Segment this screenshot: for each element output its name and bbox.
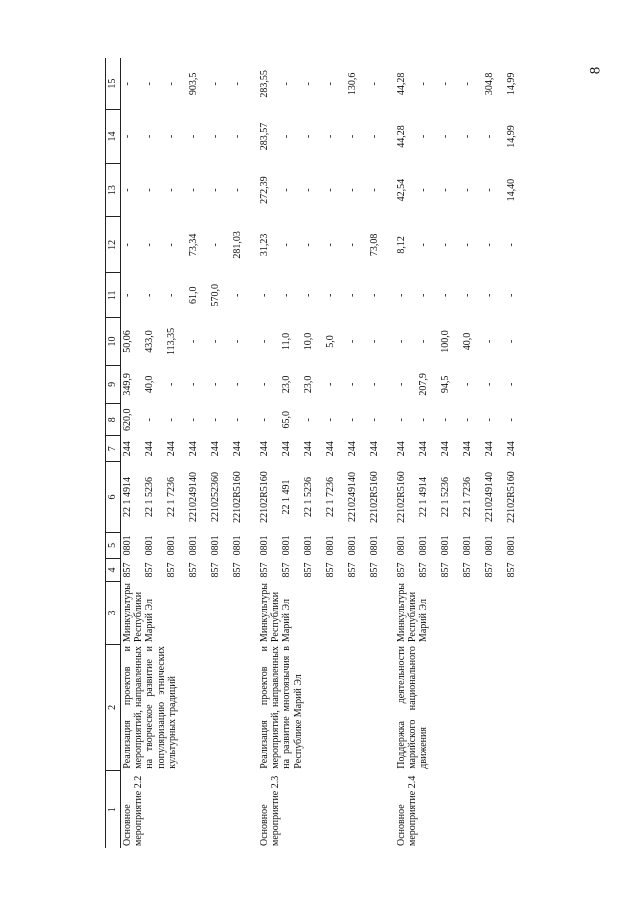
value-cell: - <box>347 418 358 422</box>
value-cell: - <box>259 339 270 344</box>
value-cell: - <box>210 339 221 344</box>
value-cell: 283,55 <box>259 70 270 98</box>
value-cell: 42,54 <box>396 178 407 202</box>
value-cell: 857 <box>418 562 429 578</box>
value-cell: 857 <box>484 562 495 578</box>
value-cell: - <box>418 339 429 344</box>
value-cell: 304,8 <box>484 72 495 96</box>
value-cell: 0801 <box>122 535 133 556</box>
value-cell: 244 <box>440 441 451 457</box>
value-cell: - <box>396 339 407 344</box>
value-cell: - <box>144 134 155 139</box>
value-cell: 283,57 <box>259 122 270 151</box>
value-cell: 857 <box>462 562 473 578</box>
event-cell: Основное мероприятие 2.4 <box>396 775 419 846</box>
value-cell: - <box>325 293 336 297</box>
value-cell: - <box>506 339 517 344</box>
value-cell: 857 <box>281 562 292 578</box>
value-cell: - <box>418 134 429 139</box>
value-cell: 22 1 7236 <box>166 477 177 518</box>
value-cell: - <box>210 134 221 139</box>
value-cell: 100,0 <box>440 330 451 353</box>
description-cell: Реализация проектов и мероприятий, направленных на творческое развитие и популяризацию этнических культурных традиций <box>122 646 178 769</box>
value-cell: - <box>440 243 451 247</box>
value-cell: - <box>325 382 336 387</box>
value-cell: 0801 <box>144 535 155 556</box>
value-cell: 0801 <box>188 535 199 556</box>
value-cell: - <box>347 293 358 297</box>
value-cell: 0801 <box>506 535 517 556</box>
value-cell: 0801 <box>303 535 314 556</box>
value-cell: 44,28 <box>396 125 407 148</box>
executor-cell: Минкультуры Республики Марий Эл <box>259 583 293 643</box>
value-cell: - <box>122 188 133 192</box>
value-cell: - <box>232 293 243 297</box>
value-cell: - <box>281 188 292 192</box>
value-cell: - <box>369 134 380 139</box>
value-cell: - <box>369 339 380 344</box>
value-cell: 94,5 <box>440 375 451 394</box>
value-cell: - <box>462 382 473 387</box>
value-cell: 0801 <box>281 535 292 556</box>
value-cell: 73,34 <box>188 233 199 257</box>
value-cell: - <box>166 134 177 139</box>
value-cell: - <box>232 339 243 344</box>
value-cell: 2210249140 <box>188 472 199 523</box>
value-cell: - <box>418 188 429 192</box>
value-cell: 73,08 <box>369 233 380 257</box>
value-cell: - <box>144 243 155 247</box>
column-header: 6 <box>106 462 121 533</box>
value-cell: - <box>303 418 314 422</box>
value-cell: - <box>303 134 314 139</box>
value-cell: - <box>347 243 358 247</box>
value-cell: 22 1 5236 <box>144 477 155 518</box>
value-cell: 244 <box>506 441 517 457</box>
value-cell: - <box>325 82 336 86</box>
value-cell: 244 <box>303 441 314 457</box>
value-cell: 14,40 <box>506 178 517 202</box>
value-cell: - <box>281 134 292 139</box>
rotated-table-container <box>105 58 635 848</box>
value-cell: 244 <box>418 441 429 457</box>
value-cell: - <box>303 82 314 86</box>
executor-cell: Минкультуры Республики Марий Эл <box>396 583 430 643</box>
value-cell: - <box>369 188 380 192</box>
value-cell: - <box>440 293 451 297</box>
value-cell: 22102R5160 <box>506 471 517 523</box>
value-cell: - <box>484 134 495 139</box>
value-cell: - <box>144 188 155 192</box>
value-cell: - <box>144 293 155 297</box>
description-cell: Реализация проектов и мероприятий, направленных на развитие многоязычия в Республике Марий Эл <box>259 646 304 769</box>
value-cell: - <box>484 418 495 422</box>
value-cell: - <box>506 243 517 247</box>
value-cell: 22 1 4914 <box>122 477 133 518</box>
value-cell: 857 <box>347 562 358 578</box>
value-cell: 113,35 <box>166 327 177 356</box>
value-cell: 244 <box>122 441 133 457</box>
value-cell: - <box>440 134 451 139</box>
value-cell: - <box>188 134 199 139</box>
table-row <box>258 58 280 848</box>
value-cell: 11,0 <box>281 332 292 351</box>
value-cell: 244 <box>369 441 380 457</box>
value-cell: 22 1 7236 <box>325 477 336 518</box>
value-cell: 0801 <box>440 535 451 556</box>
value-cell: 50,06 <box>122 330 133 353</box>
value-cell: 0801 <box>369 535 380 556</box>
value-cell: - <box>506 382 517 387</box>
value-cell: 0801 <box>484 535 495 556</box>
value-cell: 22 1 5236 <box>440 477 451 518</box>
value-cell: - <box>462 418 473 422</box>
page-number: 8 <box>586 66 603 75</box>
value-cell: 5,0 <box>325 335 336 348</box>
value-cell: 903,5 <box>188 72 199 96</box>
column-header: 15 <box>106 58 121 110</box>
value-cell: - <box>122 82 133 86</box>
value-cell: - <box>440 418 451 422</box>
value-cell: - <box>369 293 380 297</box>
value-cell: 23,0 <box>303 375 314 394</box>
value-cell: - <box>210 418 221 422</box>
value-cell: - <box>484 188 495 192</box>
value-cell: - <box>440 188 451 192</box>
column-header: 2 <box>106 644 121 771</box>
value-cell: 0801 <box>325 535 336 556</box>
value-cell: - <box>369 382 380 387</box>
value-cell: 22102R5160 <box>396 471 407 523</box>
value-cell: 244 <box>144 441 155 457</box>
value-cell: 2210249140 <box>347 472 358 523</box>
value-cell: 0801 <box>232 535 243 556</box>
column-header: 10 <box>106 318 121 365</box>
value-cell: - <box>347 382 358 387</box>
value-cell: 433,0 <box>144 330 155 353</box>
value-cell: 857 <box>188 562 199 578</box>
value-cell: - <box>166 82 177 86</box>
value-cell: - <box>462 134 473 139</box>
column-header: 5 <box>106 532 121 558</box>
value-cell: 857 <box>440 562 451 578</box>
value-cell: - <box>210 188 221 192</box>
value-cell: - <box>418 418 429 422</box>
value-cell: 244 <box>166 441 177 457</box>
value-cell: - <box>210 243 221 247</box>
budget-table <box>105 58 532 848</box>
value-cell: 0801 <box>418 535 429 556</box>
value-cell: 857 <box>303 562 314 578</box>
value-cell: 22 1 7236 <box>462 477 473 518</box>
value-cell: 44,28 <box>396 72 407 96</box>
column-header: 14 <box>106 110 121 164</box>
column-header: 11 <box>106 273 121 318</box>
value-cell: - <box>166 382 177 387</box>
value-cell: - <box>122 134 133 139</box>
value-cell: 40,0 <box>144 375 155 394</box>
value-cell: 244 <box>325 441 336 457</box>
value-cell: 0801 <box>259 535 270 556</box>
value-cell: - <box>347 339 358 344</box>
value-cell: 22102R5160 <box>369 471 380 523</box>
value-cell: 244 <box>462 441 473 457</box>
value-cell: - <box>506 418 517 422</box>
value-cell: 244 <box>396 441 407 457</box>
value-cell: - <box>281 82 292 86</box>
value-cell: 22 1 491 <box>281 479 292 515</box>
value-cell: 22102R5160 <box>232 471 243 523</box>
value-cell: 14,99 <box>506 125 517 148</box>
value-cell: - <box>396 382 407 387</box>
value-cell: - <box>303 293 314 297</box>
value-cell: 349,9 <box>122 373 133 396</box>
value-cell: - <box>396 293 407 297</box>
table-body <box>121 58 533 848</box>
value-cell: - <box>506 293 517 297</box>
value-cell: - <box>188 188 199 192</box>
value-cell: 0801 <box>347 535 358 556</box>
value-cell: - <box>325 134 336 139</box>
value-cell: - <box>122 243 133 247</box>
value-cell: - <box>369 82 380 86</box>
value-cell: - <box>232 418 243 422</box>
value-cell: 244 <box>484 441 495 457</box>
value-cell: 857 <box>506 562 517 578</box>
value-cell: - <box>259 382 270 387</box>
value-cell: - <box>166 188 177 192</box>
value-cell: - <box>188 339 199 344</box>
value-cell: 857 <box>325 562 336 578</box>
value-cell: - <box>462 188 473 192</box>
value-cell: - <box>418 243 429 247</box>
value-cell: 130,6 <box>347 72 358 96</box>
value-cell: 244 <box>232 441 243 457</box>
value-cell: - <box>396 418 407 422</box>
value-cell: - <box>484 339 495 344</box>
table-row <box>121 58 144 848</box>
value-cell: 857 <box>166 562 177 578</box>
value-cell: - <box>325 418 336 422</box>
value-cell: 14,99 <box>506 72 517 96</box>
value-cell: - <box>144 418 155 422</box>
value-cell: - <box>281 243 292 247</box>
value-cell: - <box>347 188 358 192</box>
value-cell: - <box>144 82 155 86</box>
value-cell: 22102R5160 <box>259 471 270 523</box>
column-header: 8 <box>106 404 121 436</box>
value-cell: - <box>166 243 177 247</box>
value-cell: 857 <box>369 562 380 578</box>
value-cell: 857 <box>396 562 407 578</box>
value-cell: 0801 <box>210 535 221 556</box>
value-cell: - <box>462 243 473 247</box>
value-cell: - <box>369 418 380 422</box>
value-cell: 272,39 <box>259 176 270 204</box>
value-cell: 857 <box>232 562 243 578</box>
executor-cell: Минкультуры Республики Марий Эл <box>122 583 156 643</box>
value-cell: - <box>232 382 243 387</box>
value-cell: 244 <box>281 441 292 457</box>
value-cell: 570,0 <box>210 284 221 307</box>
value-cell: - <box>259 418 270 422</box>
value-cell: - <box>232 134 243 139</box>
value-cell: 857 <box>144 562 155 578</box>
value-cell: 281,03 <box>232 231 243 259</box>
value-cell: - <box>166 418 177 422</box>
value-cell: - <box>462 82 473 86</box>
table-header-row <box>106 58 121 848</box>
event-cell: Основное мероприятие 2.3 <box>259 775 282 846</box>
value-cell: - <box>325 188 336 192</box>
value-cell: 620,0 <box>122 408 133 432</box>
value-cell: 0801 <box>166 535 177 556</box>
value-cell: 65,0 <box>281 411 292 429</box>
value-cell: - <box>325 243 336 247</box>
value-cell: - <box>484 293 495 297</box>
value-cell: 857 <box>259 562 270 578</box>
value-cell: 244 <box>188 441 199 457</box>
value-cell: - <box>303 243 314 247</box>
column-header: 9 <box>106 365 121 404</box>
value-cell: 0801 <box>396 535 407 556</box>
value-cell: - <box>232 188 243 192</box>
value-cell: - <box>210 82 221 86</box>
value-cell: 2210249140 <box>484 472 495 523</box>
value-cell: 207,9 <box>418 373 429 396</box>
value-cell: 244 <box>210 441 221 457</box>
value-cell: 40,0 <box>462 332 473 351</box>
value-cell: 61,0 <box>188 286 199 305</box>
description-cell: Поддержка деятельности марийского национального движения <box>396 646 430 769</box>
value-cell: 244 <box>347 441 358 457</box>
value-cell: - <box>188 382 199 387</box>
value-cell: - <box>232 82 243 86</box>
value-cell: - <box>462 293 473 297</box>
column-header: 7 <box>106 436 121 462</box>
column-header: 13 <box>106 163 121 217</box>
table-row <box>395 58 417 848</box>
value-cell: - <box>166 293 177 297</box>
value-cell: - <box>303 188 314 192</box>
value-cell: 8,12 <box>396 236 407 254</box>
column-header: 4 <box>106 558 121 582</box>
value-cell: - <box>210 382 221 387</box>
value-cell: - <box>259 293 270 297</box>
value-cell: - <box>418 293 429 297</box>
value-cell: 31,23 <box>259 233 270 257</box>
value-cell: 857 <box>210 562 221 578</box>
value-cell: - <box>188 418 199 422</box>
value-cell: - <box>484 243 495 247</box>
value-cell: - <box>418 82 429 86</box>
value-cell: - <box>122 293 133 297</box>
value-cell: 857 <box>122 562 133 578</box>
value-cell: 0801 <box>462 535 473 556</box>
value-cell: - <box>281 293 292 297</box>
column-header: 3 <box>106 582 121 644</box>
column-header: 1 <box>106 771 121 848</box>
value-cell: - <box>484 382 495 387</box>
value-cell: 2210252360 <box>210 472 221 523</box>
value-cell: 23,0 <box>281 375 292 394</box>
value-cell: 22 1 4914 <box>418 477 429 518</box>
value-cell: 244 <box>259 441 270 457</box>
event-cell: Основное мероприятие 2.2 <box>122 775 145 846</box>
value-cell: - <box>440 82 451 86</box>
value-cell: 10,0 <box>303 332 314 351</box>
value-cell: 22 1 5236 <box>303 477 314 518</box>
column-header: 12 <box>106 217 121 273</box>
value-cell: - <box>347 134 358 139</box>
